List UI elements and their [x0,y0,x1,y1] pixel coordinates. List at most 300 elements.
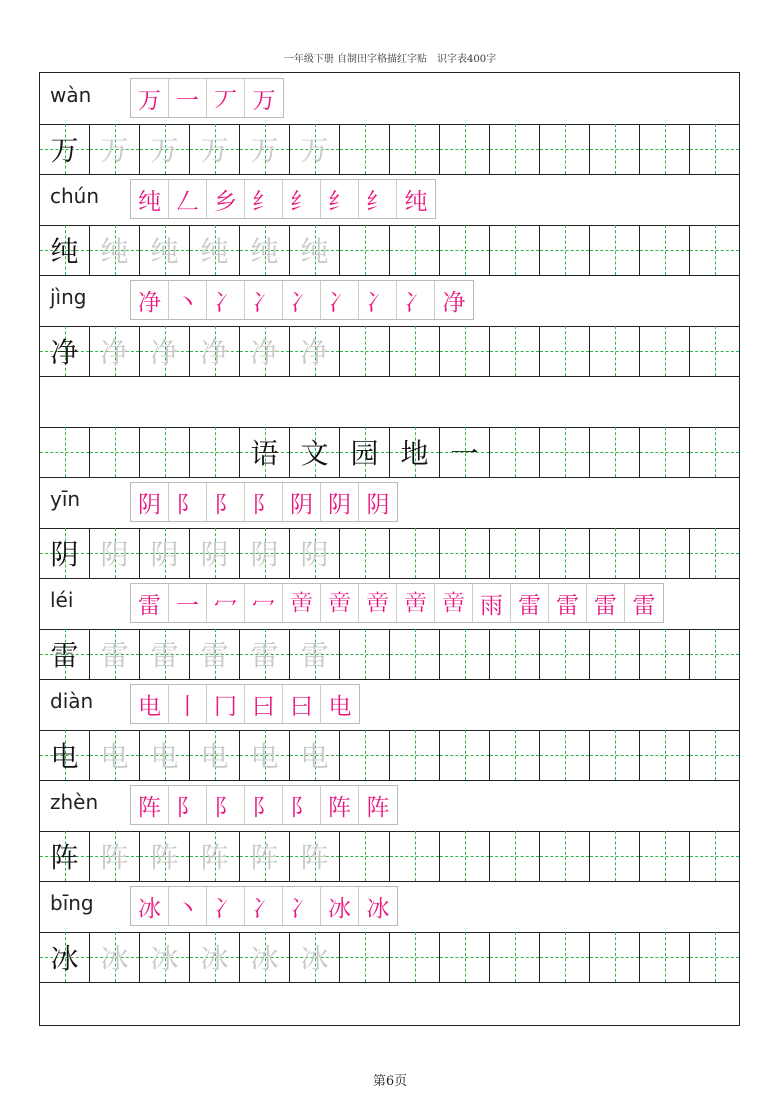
stroke-step: 纟 [283,180,321,218]
guide-line-horizontal [490,957,539,958]
guide-line-horizontal [390,553,439,554]
guide-line-horizontal [440,755,489,756]
grid-cell [690,225,740,275]
grid-cell [390,730,440,780]
grid-cell [90,831,140,881]
grid-cell [290,528,340,578]
trace-character: 万 [300,133,329,167]
trace-character: 雷 [300,638,329,672]
grid-cell [690,629,740,679]
grid-cell [490,326,540,376]
stroke-step: 阝 [245,483,283,521]
guide-line-horizontal [590,452,639,453]
grid-cell [440,528,490,578]
grid-cell [640,427,690,477]
trace-character: 雷 [200,638,229,672]
stroke-step: 雷 [511,584,549,622]
stroke-step: 阝 [207,483,245,521]
grid-cell [440,124,490,174]
grid-cell [340,932,390,982]
trace-character: 纯 [100,234,129,268]
guide-line-horizontal [440,149,489,150]
model-character: 电 [50,739,79,773]
grid-cell [190,427,240,477]
guide-line-horizontal [440,351,489,352]
model-character: 冰 [50,941,79,975]
grid-cell [140,528,190,578]
practice-row [40,932,739,984]
grid-cell [40,225,90,275]
grid-cell [240,629,290,679]
grid-cell [490,730,540,780]
grid-cell [590,932,640,982]
grid-cell [40,932,90,982]
guide-line-horizontal [640,351,689,352]
stroke-step: 净 [131,281,169,319]
stroke-step: 冰 [366,895,390,922]
grid-cell [90,932,140,982]
stroke-step: 𠶷 [435,584,473,622]
practice-row [40,326,739,378]
grid-cell [90,528,140,578]
stroke-step: 冫 [397,281,435,319]
practice-row [40,528,739,580]
stroke-step: 纟 [321,180,359,218]
stroke-order-strip [130,78,284,118]
trace-character: 万 [250,133,279,167]
stroke-step: 冫 [359,281,397,319]
guide-line-horizontal [640,654,689,655]
guide-line-horizontal [590,755,639,756]
grid-cell [340,225,390,275]
trace-character: 万 [150,133,179,167]
guide-line-horizontal [340,250,389,251]
stroke-step: 丶 [169,887,207,925]
guide-line-horizontal [440,553,489,554]
grid-cell [340,831,390,881]
stroke-step: 雷 [131,584,169,622]
grid-cell [490,427,540,477]
pinyin-row [40,275,739,327]
stroke-order-strip [130,482,398,522]
stroke-step: 阵 [131,786,169,824]
guide-line-horizontal [540,149,589,150]
blank-row [40,376,739,428]
stroke-step: 冰 [321,887,359,925]
guide-line-horizontal [690,957,739,958]
grid-cell [190,124,240,174]
practice-row [40,730,739,782]
pinyin-row [40,174,739,226]
stroke-step: 万 [252,87,276,114]
trace-character: 阴 [150,537,179,571]
stroke-step: 冫 [207,887,245,925]
grid-cell [390,528,440,578]
model-character: 阴 [50,537,79,571]
stroke-step: 一 [169,79,207,117]
grid-cell [640,528,690,578]
trace-character: 万 [100,133,129,167]
grid-cell [640,629,690,679]
trace-character: 冰 [300,941,329,975]
grid-cell [140,124,190,174]
grid-cell [440,629,490,679]
grid-cell [90,124,140,174]
guide-line-horizontal [390,351,439,352]
pinyin-label: chún [50,184,100,208]
guide-line-horizontal [340,755,389,756]
stroke-step: 净 [442,289,466,316]
trace-character: 电 [100,739,129,773]
grid-cell [290,629,340,679]
grid-cell [340,427,390,477]
stroke-step: 丨 [169,685,207,723]
grid-cell [290,932,340,982]
stroke-step: 冫 [245,887,283,925]
guide-line-horizontal [590,149,639,150]
stroke-step: 乡 [207,180,245,218]
stroke-step: 雷 [549,584,587,622]
trace-character: 电 [300,739,329,773]
stroke-step: 丶 [169,281,207,319]
stroke-step: 𠶷 [359,584,397,622]
practice-row [40,831,739,883]
pinyin-label: wàn [50,83,92,107]
stroke-step: 冂 [207,685,245,723]
pinyin-label: léi [50,588,74,612]
pinyin-row [40,679,739,731]
guide-line-horizontal [690,452,739,453]
guide-line-horizontal [590,553,639,554]
grid-cell [590,326,640,376]
grid-cell [340,124,390,174]
grid-cell [490,629,540,679]
guide-line-horizontal [690,654,739,655]
grid-cell [290,124,340,174]
stroke-step: 雷 [587,584,625,622]
guide-line-horizontal [690,149,739,150]
grid-cell [290,225,340,275]
section-title-char: 文 [300,436,329,470]
trace-character: 纯 [250,234,279,268]
grid-cell [190,730,240,780]
stroke-step: 阴 [131,483,169,521]
grid-cell [90,326,140,376]
grid-cell [290,326,340,376]
stroke-step: 阝 [283,786,321,824]
stroke-step: 纟 [245,180,283,218]
grid-cell [590,427,640,477]
pinyin-row [40,477,739,529]
grid-cell [140,831,190,881]
trace-character: 阵 [250,840,279,874]
guide-line-horizontal [540,957,589,958]
grid-cell [490,932,540,982]
guide-line-horizontal [490,553,539,554]
grid-cell [440,831,490,881]
guide-line-horizontal [440,250,489,251]
grid-cell [40,326,90,376]
guide-line-horizontal [540,856,589,857]
grid-cell [140,629,190,679]
guide-line-horizontal [690,351,739,352]
grid-cell [540,932,590,982]
stroke-step: 纟 [359,180,397,218]
grid-cell [540,831,590,881]
grid-cell [190,225,240,275]
trace-character: 阴 [300,537,329,571]
grid-cell [340,730,390,780]
grid-cell [390,629,440,679]
guide-line-horizontal [390,654,439,655]
grid-cell [240,225,290,275]
stroke-step: 𠃋 [169,180,207,218]
guide-line-horizontal [590,250,639,251]
guide-line-horizontal [390,755,439,756]
guide-line-horizontal [140,452,189,453]
stroke-step: 阴 [366,491,390,518]
grid-cell [340,326,390,376]
guide-line-horizontal [340,957,389,958]
section-title-row [40,427,739,479]
trace-character: 雷 [100,638,129,672]
stroke-step: 冫 [245,281,283,319]
stroke-order-strip [130,684,360,724]
guide-line-horizontal [340,654,389,655]
grid-cell [440,730,490,780]
guide-line-horizontal [440,856,489,857]
stroke-step: 冫 [207,281,245,319]
grid-cell [690,831,740,881]
trace-character: 净 [200,335,229,369]
stroke-step: 雨 [473,584,511,622]
grid-cell [540,124,590,174]
trace-character: 冰 [250,941,279,975]
model-character: 雷 [50,638,79,672]
model-character: 阵 [50,840,79,874]
stroke-step: 阝 [169,786,207,824]
trace-character: 纯 [150,234,179,268]
grid-cell [540,326,590,376]
stroke-step: 𠶷 [397,584,435,622]
grid-cell [190,932,240,982]
grid-cell [90,427,140,477]
grid-cell [390,225,440,275]
grid-cell [540,730,590,780]
grid-cell [40,528,90,578]
stroke-step: 冫 [283,887,321,925]
stroke-step: 曰 [245,685,283,723]
guide-line-horizontal [490,149,539,150]
grid-cell [640,932,690,982]
guide-line-horizontal [590,351,639,352]
guide-line-horizontal [540,755,589,756]
grid-cell [690,730,740,780]
guide-line-horizontal [690,250,739,251]
grid-cell [290,427,340,477]
guide-line-horizontal [490,351,539,352]
grid-cell [540,528,590,578]
practice-row [40,124,739,176]
pinyin-label: zhèn [50,790,99,814]
trace-character: 净 [250,335,279,369]
guide-line-horizontal [490,755,539,756]
section-title-char: 地 [400,436,429,470]
guide-line-horizontal [640,755,689,756]
trace-character: 冰 [150,941,179,975]
pinyin-row [40,881,739,933]
stroke-step: 冫 [321,281,359,319]
grid-cell [240,528,290,578]
trace-character: 阵 [300,840,329,874]
guide-line-horizontal [340,351,389,352]
stroke-step: 冖 [207,584,245,622]
grid-cell [190,528,240,578]
pinyin-label: yīn [50,487,81,511]
grid-cell [640,225,690,275]
stroke-order-strip [130,179,436,219]
trace-character: 纯 [300,234,329,268]
grid-cell [690,124,740,174]
guide-line-horizontal [540,351,589,352]
grid-cell [240,932,290,982]
guide-line-horizontal [640,250,689,251]
trace-character: 冰 [200,941,229,975]
guide-line-horizontal [440,957,489,958]
grid-cell [640,831,690,881]
stroke-step: 一 [169,584,207,622]
trace-character: 雷 [250,638,279,672]
grid-cell [140,326,190,376]
guide-line-horizontal [640,553,689,554]
grid-cell [590,124,640,174]
grid-cell [640,326,690,376]
stroke-step: 万 [131,79,169,117]
trace-character: 雷 [150,638,179,672]
stroke-step: 曰 [283,685,321,723]
pinyin-label: bīng [50,891,94,915]
grid-cell [390,326,440,376]
stroke-order-strip [130,583,664,623]
guide-line-horizontal [340,856,389,857]
stroke-step: 阴 [321,483,359,521]
section-title-char: 一 [450,436,479,470]
guide-line-horizontal [490,250,539,251]
grid-cell [690,326,740,376]
guide-line-horizontal [340,553,389,554]
guide-line-horizontal [540,250,589,251]
guide-line-horizontal [90,452,139,453]
stroke-step: 阝 [207,786,245,824]
stroke-step: 纯 [404,188,428,215]
section-title-char: 语 [250,436,279,470]
grid-cell [340,629,390,679]
grid-cell [390,932,440,982]
grid-cell [690,932,740,982]
stroke-step: 阝 [245,786,283,824]
guide-line-horizontal [690,553,739,554]
model-character: 纯 [50,234,79,268]
grid-cell [590,629,640,679]
grid-cell [640,124,690,174]
grid-cell [390,831,440,881]
grid-cell [40,629,90,679]
grid-cell [40,730,90,780]
guide-line-horizontal [640,452,689,453]
stroke-step: 丆 [207,79,245,117]
trace-character: 阵 [100,840,129,874]
guide-line-horizontal [440,654,489,655]
guide-line-horizontal [640,957,689,958]
section-title-char: 园 [350,436,379,470]
guide-line-horizontal [640,149,689,150]
grid-cell [90,730,140,780]
trace-character: 阴 [100,537,129,571]
grid-cell [40,831,90,881]
trace-character: 电 [250,739,279,773]
guide-line-horizontal [590,654,639,655]
stroke-step: 电 [328,693,352,720]
guide-line-horizontal [640,856,689,857]
grid-cell [490,528,540,578]
guide-line-horizontal [390,856,439,857]
trace-character: 电 [150,739,179,773]
guide-line-horizontal [340,149,389,150]
trace-character: 万 [200,133,229,167]
guide-line-horizontal [540,452,589,453]
guide-line-horizontal [590,957,639,958]
stroke-step: 阵 [366,794,390,821]
stroke-step: 阴 [283,483,321,521]
guide-line-horizontal [690,856,739,857]
pinyin-label: jìng [50,285,87,309]
grid-cell [590,831,640,881]
grid-cell [540,629,590,679]
grid-cell [390,124,440,174]
grid-cell [240,831,290,881]
trace-character: 阴 [250,537,279,571]
grid-cell [40,427,90,477]
stroke-step: 冖 [245,584,283,622]
grid-cell [440,326,490,376]
grid-cell [90,225,140,275]
trace-character: 净 [300,335,329,369]
grid-cell [590,225,640,275]
grid-cell [240,427,290,477]
guide-line-horizontal [590,856,639,857]
grid-cell [40,124,90,174]
guide-line-horizontal [40,452,89,453]
grid-cell [140,730,190,780]
guide-line-horizontal [190,452,239,453]
grid-cell [690,528,740,578]
practice-sheet [39,72,740,1026]
model-character: 净 [50,335,79,369]
grid-cell [440,225,490,275]
trace-character: 净 [100,335,129,369]
grid-cell [240,730,290,780]
page-number: 第6页 [372,1074,408,1089]
pinyin-row [40,73,739,125]
guide-line-horizontal [490,452,539,453]
stroke-step: 纯 [131,180,169,218]
trace-character: 阵 [150,840,179,874]
grid-cell [140,932,190,982]
grid-cell [140,225,190,275]
stroke-order-strip [130,785,398,825]
grid-cell [440,427,490,477]
grid-cell [240,124,290,174]
